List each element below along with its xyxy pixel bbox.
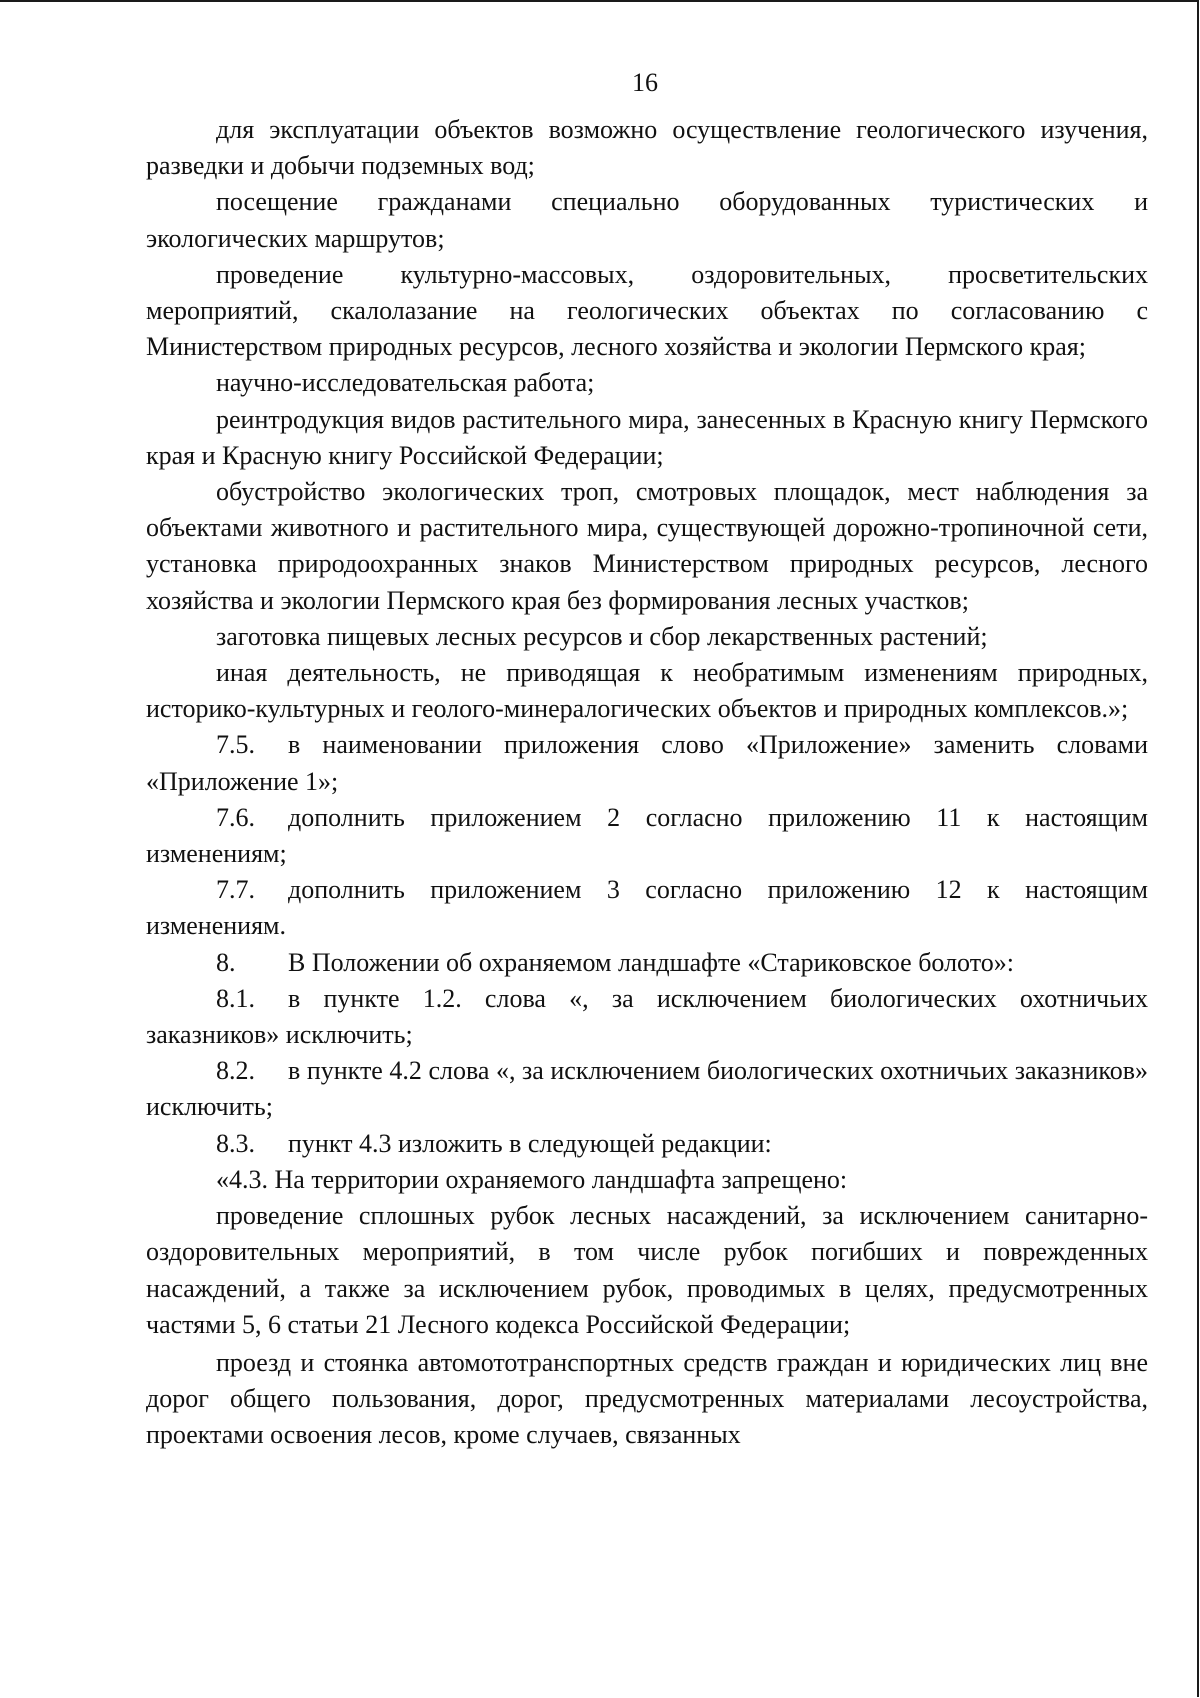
clause-number: 8.1. xyxy=(216,983,255,1013)
clause-number: 8. xyxy=(216,947,236,977)
clause-text: в пункте 1.2. слова «, за исключением биологических охотничьих заказников» исключить; xyxy=(146,983,1148,1050)
paragraph-text: посещение гражданами специально оборудованных туристических и экологических маршрутов; xyxy=(146,187,1148,253)
paragraph-2 xyxy=(146,184,1148,256)
paragraph-text: заготовка пищевых лесных ресурсов и сбор лекарственных растений; xyxy=(216,621,988,651)
paragraph-1 xyxy=(146,112,1148,184)
paragraph-text: реинтродукция видов растительного мира, занесенных в Красную книгу Пермского края и Красную книгу Российской Федерации; xyxy=(146,404,1148,470)
paragraph-3 xyxy=(146,257,1148,366)
clause-8-3 xyxy=(146,1126,1148,1162)
clause-7-6 xyxy=(146,800,1148,872)
paragraph-text: для эксплуатации объектов возможно осуществление геологического изучения, разведки и добычи подземных вод; xyxy=(146,115,1148,181)
paragraph-text: обустройство экологических троп, смотровых площадок, мест наблюдения за объектами животного и растительного мира, существующей дорожно-тропиночной сети, установка природоохранных знаков Министерством природных ресурсов, лесного хозяйства и экологии Пермского края без формирования лесных участков; xyxy=(146,477,1148,615)
clause-text: в наименовании приложения слово «Приложение» заменить словами «Приложение 1»; xyxy=(146,730,1148,796)
clause-number: 8.2. xyxy=(216,1056,255,1086)
paragraph-4-3-heading xyxy=(146,1162,1148,1198)
clause-8-1 xyxy=(146,981,1148,1053)
clause-number: 8.3. xyxy=(216,1128,255,1158)
paragraph-prohibition-1 xyxy=(146,1198,1148,1343)
clause-8 xyxy=(146,945,1148,981)
paragraph-4 xyxy=(146,365,1148,401)
clause-number: 7.5. xyxy=(216,730,255,760)
clause-8-2 xyxy=(146,1053,1148,1125)
paragraph-prohibition-2 xyxy=(146,1345,1148,1454)
clause-7-7 xyxy=(146,872,1148,944)
paragraph-text: «4.3. На территории охраняемого ландшафта запрещено: xyxy=(216,1164,848,1194)
clause-7-5 xyxy=(146,727,1148,799)
paragraph-text: проведение культурно-массовых, оздоровительных, просветительских мероприятий, скалолазание на геологических объектах по согласованию с Министерством природных ресурсов, лесного хозяйства и экологии Пермского края; xyxy=(146,259,1148,362)
clause-text: В Положении об охраняемом ландшафте «Стариковское болото»: xyxy=(288,947,1014,977)
paragraph-text: проведение сплошных рубок лесных насаждений, за исключением санитарно-оздоровительных мероприятий, в том числе рубок погибших и поврежденных насаждений, а также за исключением рубок, проводимых в целях, предусмотренных частями 5, 6 статьи 21 Лесного кодекса Российской Федерации; xyxy=(146,1201,1148,1339)
clause-number: 7.7. xyxy=(216,875,255,905)
paragraph-5 xyxy=(146,402,1148,474)
clause-text: в пункте 4.2 слова «, за исключением биологических охотничьих заказников» исключить; xyxy=(146,1056,1148,1122)
clause-text: дополнить приложением 2 согласно приложению 11 к настоящим изменениям; xyxy=(146,802,1148,869)
clause-text: дополнить приложением 3 согласно приложению 12 к настоящим изменениям. xyxy=(146,875,1148,941)
paragraph-text: научно-исследовательская работа; xyxy=(216,368,595,398)
paragraph-text: проезд и стоянка автомототранспортных средств граждан и юридических лиц вне дорог общего пользования, дорог, предусмотренных материалами лесоустройства, проектами освоения лесов, кроме случаев, связанных xyxy=(146,1347,1148,1450)
paragraph-text: иная деятельность, не приводящая к необратимым изменениям природных, историко-культурных и геолого-минералогических объектов и природных комплексов.»; xyxy=(146,658,1148,724)
clause-number: 7.6. xyxy=(216,802,255,832)
paragraph-7 xyxy=(146,619,1148,655)
document-body xyxy=(146,112,1148,1454)
clause-text: пункт 4.3 изложить в следующей редакции: xyxy=(288,1128,772,1158)
paragraph-6 xyxy=(146,474,1148,619)
paragraph-8 xyxy=(146,655,1148,727)
page-number: 16 xyxy=(632,68,658,97)
